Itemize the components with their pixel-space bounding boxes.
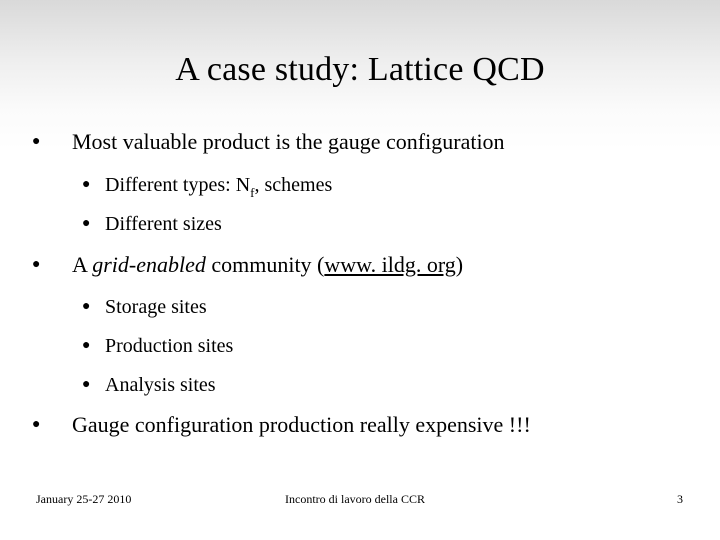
subbullet-analysis	[82, 372, 216, 398]
subbullet-text: Different sizes	[105, 213, 222, 235]
subbullet-text: Analysis sites	[105, 374, 216, 396]
subscript-f: f	[250, 185, 255, 200]
subbullet-storage	[82, 294, 207, 320]
bullet-text-post: )	[455, 252, 464, 277]
bullet-text: Most valuable product is the gauge configuration	[72, 129, 505, 154]
bullet-dot-icon: ●	[82, 299, 91, 314]
page-number: 3	[677, 492, 683, 506]
bullet-text-pre: A	[72, 252, 93, 277]
subbullet-sizes	[82, 211, 222, 237]
bullet-text-mid: community (	[205, 252, 325, 277]
slide-title: A case study: Lattice QCD	[175, 51, 545, 88]
bullet-dot-icon: ●	[32, 417, 41, 432]
bullet-expensive	[32, 412, 531, 438]
bullet-text-italic: grid-enabled	[92, 252, 206, 277]
bullet-dot-icon: ●	[32, 134, 41, 149]
footer-event: Incontro di lavoro della CCR	[285, 492, 425, 506]
subbullet-text-tail: , schemes	[254, 174, 333, 196]
bullet-grid-community	[32, 252, 464, 278]
subbullet-text: Production sites	[105, 335, 234, 357]
subbullet-text: Different types: N	[105, 174, 251, 196]
bullet-dot-icon: ●	[82, 216, 91, 231]
subbullet-text: Storage sites	[105, 296, 207, 318]
footer-date: January 25-27 2010	[36, 492, 132, 506]
ildg-link[interactable]: www. ildg. org	[324, 252, 456, 277]
bullet-main-product	[32, 129, 505, 155]
bullet-dot-icon: ●	[82, 177, 91, 192]
bullet-dot-icon: ●	[32, 257, 41, 272]
bullet-dot-icon: ●	[82, 377, 91, 392]
subbullet-types	[82, 172, 333, 200]
subbullet-production	[82, 333, 234, 359]
bullet-text: Gauge configuration production really expensive !!!	[72, 412, 531, 437]
bullet-dot-icon: ●	[82, 338, 91, 353]
